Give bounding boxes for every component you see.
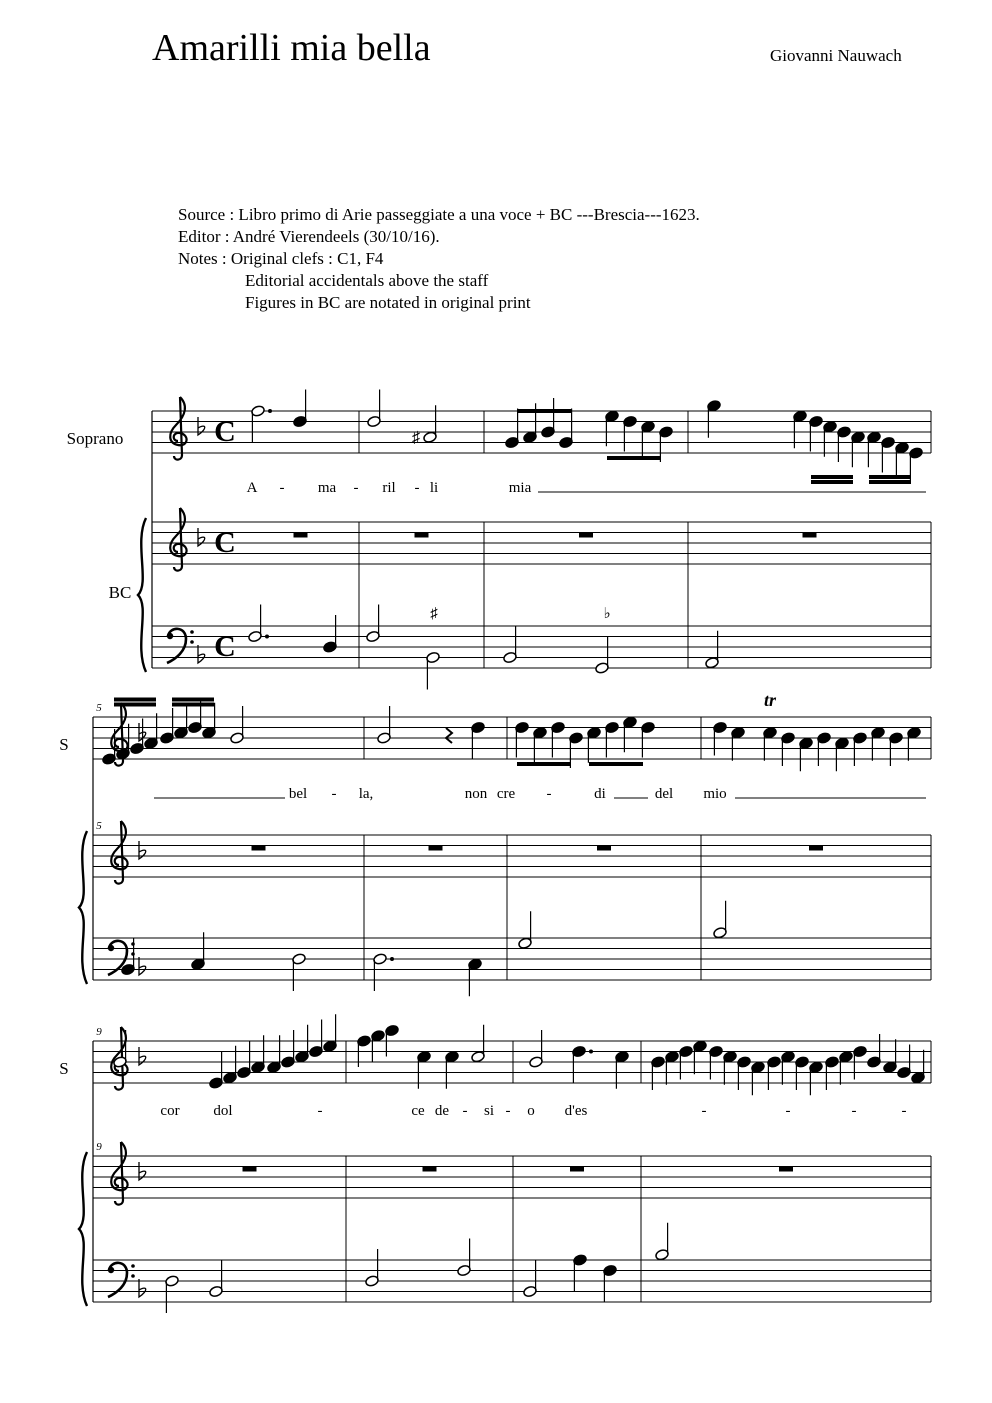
whole-rest bbox=[294, 533, 308, 538]
whole-rest bbox=[423, 1167, 437, 1172]
continuo-treble-staff bbox=[93, 1156, 931, 1198]
notes-line: Notes : Original clefs : C1, F4 bbox=[178, 249, 384, 268]
continuo-label: BC bbox=[108, 583, 132, 602]
lyric-syllable: li bbox=[429, 480, 439, 496]
brace bbox=[138, 518, 146, 672]
measure-number: 9 bbox=[96, 1026, 102, 1038]
whole-rest bbox=[243, 1167, 257, 1172]
dot bbox=[390, 957, 394, 961]
continuo-treble-staff bbox=[152, 522, 931, 564]
lyric-syllable: d'es bbox=[564, 1103, 588, 1119]
lyric-syllable: - bbox=[701, 1103, 707, 1119]
dot bbox=[268, 409, 272, 413]
lyric-syllable: - bbox=[785, 1103, 791, 1119]
key-signature-flat bbox=[139, 957, 146, 975]
lyric-syllable: cor bbox=[160, 1103, 180, 1119]
treble-clef bbox=[170, 397, 186, 460]
lyric-syllable: bel bbox=[288, 786, 308, 802]
measure-number: 5 bbox=[96, 820, 102, 832]
lyric-syllable: si bbox=[483, 1103, 495, 1119]
treble-clef bbox=[170, 508, 186, 571]
measure-number: 9 bbox=[96, 1141, 102, 1153]
lyric-syllable: - bbox=[353, 480, 359, 496]
whole-rest bbox=[429, 846, 443, 851]
measure-number: 5 bbox=[96, 702, 102, 714]
bass-figure: ♭ bbox=[603, 606, 611, 622]
whole-rest bbox=[579, 533, 593, 538]
continuo-treble-staff bbox=[93, 835, 931, 877]
lyric-syllable: mia bbox=[508, 480, 532, 496]
lyric-syllable: del bbox=[654, 786, 674, 802]
continuo-bass-staff bbox=[152, 626, 931, 668]
lyric-syllable: o bbox=[527, 1103, 535, 1119]
lyric-syllable: - bbox=[901, 1103, 907, 1119]
time-signature: C bbox=[214, 630, 236, 663]
notes-line-accidentals: Editorial accidentals above the staff bbox=[245, 271, 489, 290]
lyric-syllable: - bbox=[414, 480, 420, 496]
whole-rest bbox=[809, 846, 823, 851]
whole-rest bbox=[252, 846, 266, 851]
time-signature: C bbox=[214, 415, 236, 448]
soprano-staff bbox=[93, 717, 931, 759]
composer-name: Giovanni Nauwach bbox=[770, 46, 902, 65]
brace bbox=[79, 1152, 87, 1306]
key-signature-flat bbox=[198, 645, 205, 663]
time-signature: C bbox=[214, 526, 236, 559]
quarter-rest bbox=[446, 728, 452, 743]
continuo-bass-staff bbox=[93, 938, 931, 980]
piece-title: Amarilli mia bella bbox=[152, 27, 431, 69]
whole-rest bbox=[803, 533, 817, 538]
lyric-syllable: non bbox=[464, 786, 488, 802]
soprano-label: Soprano bbox=[66, 429, 124, 448]
dot bbox=[265, 635, 269, 639]
whole-rest bbox=[597, 846, 611, 851]
lyric-syllable: A bbox=[246, 480, 258, 496]
lyric-syllable: - bbox=[317, 1103, 323, 1119]
whole-rest bbox=[415, 533, 429, 538]
brace bbox=[79, 831, 87, 984]
lyric-syllable: cre bbox=[496, 786, 516, 802]
whole-rest bbox=[570, 1167, 584, 1172]
soprano-label: S bbox=[59, 735, 69, 754]
lyric-syllable: mio bbox=[703, 786, 727, 802]
lyric-syllable: - bbox=[546, 786, 552, 802]
treble-clef bbox=[111, 821, 127, 884]
lyric-syllable: - bbox=[462, 1103, 468, 1119]
dot bbox=[589, 1050, 593, 1054]
treble-clef bbox=[111, 1142, 127, 1205]
sharp-accidental: ♯ bbox=[412, 429, 420, 447]
source-line: Source : Libro primo di Arie passeggiate a una voce + BC ---Brescia---1623. bbox=[178, 205, 700, 224]
lyric-syllable: di bbox=[594, 786, 606, 802]
lyric-syllable: - bbox=[279, 480, 285, 496]
lyric-syllable: de bbox=[434, 1103, 450, 1119]
trill-ornament: tr bbox=[763, 689, 777, 710]
key-signature-flat bbox=[139, 1279, 146, 1297]
whole-rest bbox=[779, 1167, 793, 1172]
lyric-syllable: - bbox=[331, 786, 337, 802]
bass-figure: ♯ bbox=[430, 606, 438, 622]
soprano-label: S bbox=[59, 1059, 69, 1078]
editor-line: Editor : André Vierendeels (30/10/16). bbox=[178, 227, 440, 246]
lyric-syllable: - bbox=[851, 1103, 857, 1119]
notes-line-figures: Figures in BC are notated in original print bbox=[245, 293, 531, 312]
lyric-syllable: ma bbox=[317, 480, 337, 496]
lyric-syllable: la, bbox=[358, 786, 374, 802]
lyric-syllable: ril bbox=[382, 480, 396, 496]
lyric-syllable: - bbox=[505, 1103, 511, 1119]
lyric-syllable: ce bbox=[411, 1103, 425, 1119]
lyric-syllable: dol bbox=[213, 1103, 233, 1119]
